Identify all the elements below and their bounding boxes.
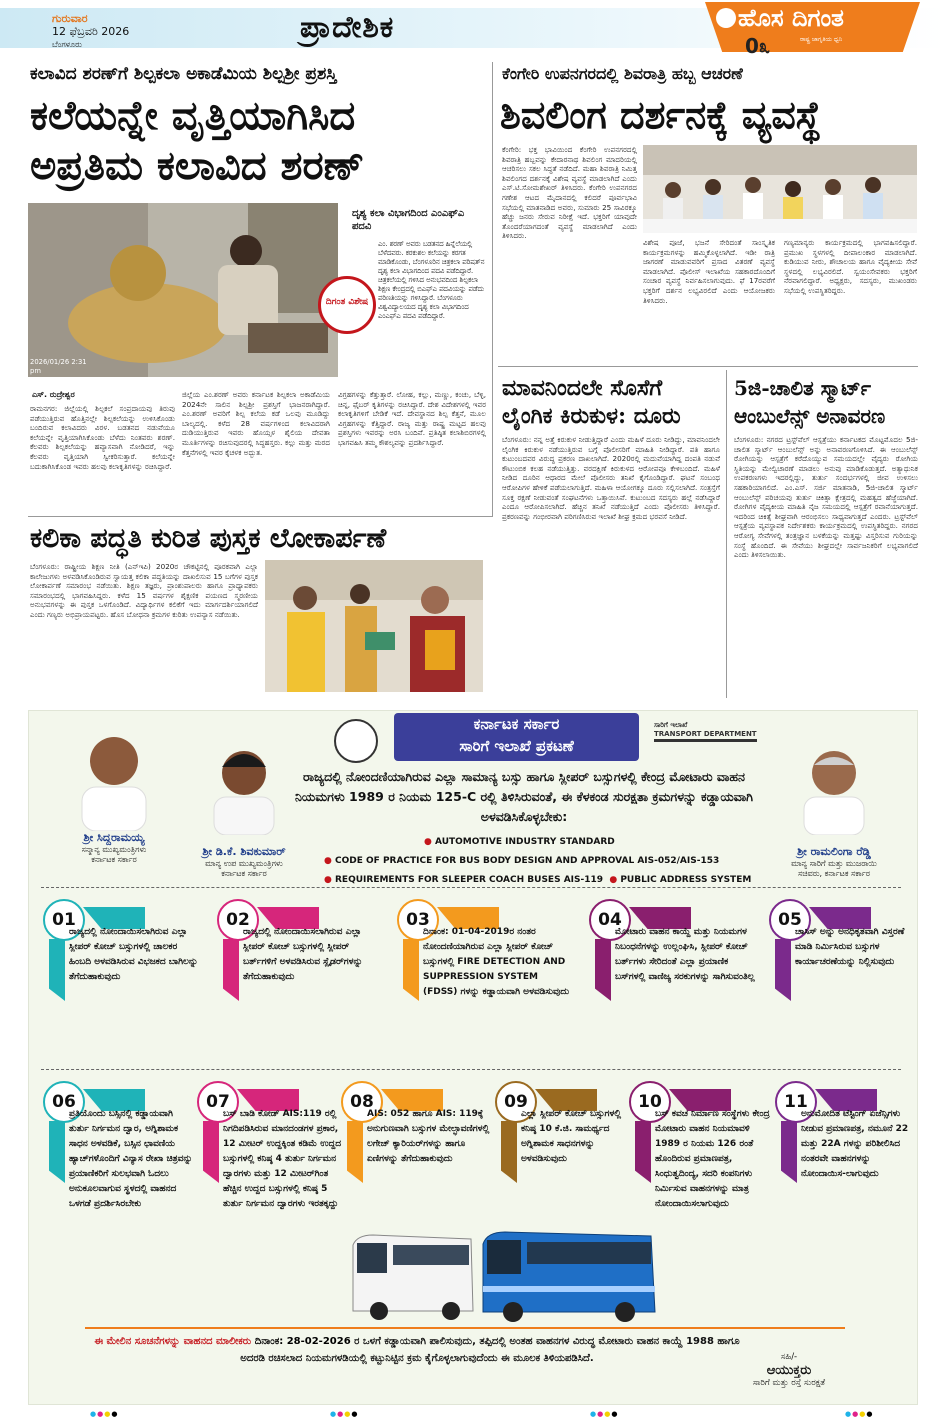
ad-standards-list bbox=[324, 833, 752, 890]
bullet-icon: ● bbox=[609, 875, 621, 885]
story4-body: ಬೆಂಗಳೂರು: ನಗರದ ಟ್ರಸ್ಟ್‌ವೆಲ್ ಆಸ್ಪತ್ರೆಯು ಕರ್ನಾಟಕದ ಮೊಟ್ಟಮೊದಲ 5ಜಿ-ಚಾಲಿತ ಸ್ಮಾರ್ಟ್ ಆಂಬುಲೆನ್ಸ್ ಅನ್ನು ಅನಾವರಣಗೊಳಿಸಿದೆ. ಈ ಆಂಬುಲೆನ್ಸ್ ರೋಗಿಯನ್ನು ಆಸ್ಪತ್ರೆಗೆ ಕರೆದೊಯ್ಯುವ ಸಮಯದಲ್ಲೇ ವೈದ್ಯರು ರೋಗಿಯ ಸ್ಥಿತಿಯನ್ನು ಮೇಲ್ವಿಚಾರಣೆ ಮಾಡಲು ಅನುವು ಮಾಡಿಕೊಡುತ್ತದೆ. ಅತ್ಯಾಧುನಿಕ ಉಪಕರಣಗಳು ಇದರಲ್ಲಿದ್ದು, ತುರ್ತು ಸಂದರ್ಭಗಳಲ್ಲಿ ಜೀವ ಉಳಿಸಲು ಸಹಕಾರಿಯಾಗಲಿದೆ. ಎಂ.ಎಸ್. ಸರ್ಜಿ ಮಾತನಾಡಿ, 5ಜಿ-ಚಾಲಿತ ಸ್ಮಾರ್ಟ್ ಆಂಬುಲೆನ್ಸ್ ಪರಿಚಯವು ತುರ್ತು ಚಿಕಿತ್ಸಾ ಕ್ಷೇತ್ರದಲ್ಲಿ ಮಹತ್ವದ ಹೆಜ್ಜೆಯಾಗಿದೆ. ರೋಗಿಗಳ ವೈದ್ಯಕೀಯ ಮಾಹಿತಿ ನೈಜ ಸಮಯದಲ್ಲಿ ಆಸ್ಪತ್ರೆಗೆ ರವಾನೆಯಾಗುತ್ತದೆ. ಇದರಿಂದ ಚಿಕಿತ್ಸೆ ಶೀಘ್ರವಾಗಿ ಆರಂಭಿಸಲು ಸಾಧ್ಯವಾಗುತ್ತದೆ ಎಂದರು. ಟ್ರಸ್ಟ್‌ವೆಲ್ ಆಸ್ಪತ್ರೆಯ ವ್ಯವಸ್ಥಾಪಕ ನಿರ್ದೇಶಕರು ಕಾರ್ಯಕ್ರಮದಲ್ಲಿ ಉಪಸ್ಥಿತರಿದ್ದರು. ನಗರದ ಆರೋಗ್ಯ ಸೇವೆಗಳಲ್ಲಿ ತಂತ್ರಜ್ಞಾನ ಬಳಕೆಯನ್ನು ಮತ್ತಷ್ಟು ವಿಸ್ತರಿಸುವ ಗುರಿಯನ್ನು ಸಂಸ್ಥೆ ಹೊಂದಿದೆ. ಈ ಸೇವೆಯು ಶೀಘ್ರದಲ್ಲೇ ಸಾರ್ವಜನಿಕರಿಗೆ ಲಭ್ಯವಾಗಲಿದೆ ಎಂದು ತಿಳಿಸಲಾಯಿತು. bbox=[734, 435, 918, 560]
print-registration-marks: ●●●● bbox=[330, 1410, 359, 1418]
leader-portrait bbox=[64, 721, 164, 831]
step-number: 06 bbox=[43, 1081, 85, 1123]
leader-role: ಮಾನ್ಯ ಸಾರಿಗೆ ಮತ್ತು ಮುಜರಾಯಿ bbox=[791, 859, 877, 868]
print-registration-marks: ●●●● bbox=[590, 1410, 619, 1418]
leader-role: ಸನ್ಮಾನ್ಯ ಮುಖ್ಯಮಂತ್ರಿಗಳು bbox=[81, 845, 147, 854]
story1-headline-line2: ಅಪ್ರತಿಮ ಕಲಾವಿದ ಶರಣ್ bbox=[30, 142, 365, 189]
ad-header-line2: ಸಾರಿಗೆ ಇಲಾಖೆ ಪ್ರಕಟಣೆ bbox=[459, 737, 574, 755]
transport-dept-kannada: ಸಾರಿಗೆ ಇಲಾಖೆ bbox=[654, 721, 688, 729]
step-text: AIS: 052 ಹಾಗೂ AIS: 119ಕ್ಕೆ ಅನುಗುಣವಾಗಿ ಬಸ್ಸುಗಳ ಮೇಲ್ಛಾವಣಿಗಳಲ್ಲಿ ಲಗೇಜ್ ಕ್ಯಾರಿಯರ್‌ಗಳನ್ನು ಹಾಗೂ ಏಣಿಗಳನ್ನು ತೆಗೆದುಹಾಕುವುದು bbox=[367, 1109, 490, 1164]
white-bus-illustration bbox=[347, 1231, 477, 1321]
standard-item: ● REQUIREMENTS FOR SLEEPER COACH BUSES AIS-119 ● PUBLIC ADDRESS SYSTEM bbox=[324, 875, 752, 885]
signatory-title: ಆಯುಕ್ತರು bbox=[766, 1363, 812, 1378]
story3-headline-line2: ಲೈಂಗಿಕ ಕಿರುಕುಳ: ದೂರು bbox=[502, 403, 681, 429]
print-registration-marks: ●●●● bbox=[845, 1410, 874, 1418]
meeting-photo bbox=[643, 145, 917, 233]
leader-name: ಶ್ರೀ ರಾಮಲಿಂಗಾ ರೆಡ್ಡಿ bbox=[797, 845, 871, 858]
step-text: ಎಲ್ಲಾ ಸ್ಲೀಪರ್ ಕೋಚ್ ಬಸ್ಸುಗಳಲ್ಲಿ ಕನಿಷ್ಠ 10 ಕೆ.ಜಿ. ಸಾಮರ್ಥ್ಯದ ಅಗ್ನಿಶಾಮಕ ಸಾಧನಗಳನ್ನು ಅಳವಡಿಸುವುದು bbox=[521, 1109, 622, 1164]
story5-body: ಬೆಂಗಳೂರು: ರಾಷ್ಟ್ರೀಯ ಶಿಕ್ಷಣ ನೀತಿ (ಎನ್‌ಇಪಿ) 2020ರ ಚೌಕಟ್ಟಿನಲ್ಲಿ ಪೂರಕವಾಗಿ ಎಲ್ಲಾ ಕಾಲೇಜುಗಳು ಅಳವಡಿಸಿಕೊಂಡಿರುವ ಸ್ವಾಯತ್ತ ಕಲಿಕಾ ಪದ್ಧತಿಯನ್ನು ದಾಖಲಿಸುವ 15 ಬಗೆಗಳ ಪುಸ್ತಕ ಲೋಕಾರ್ಪಣೆ ಸಮಾರಂಭ ನಡೆಯಿತು. ಶಿಕ್ಷಣ ತಜ್ಞರು, ಪ್ರಾಂಶುಪಾಲರು ಹಾಗೂ ಪ್ರಾಧ್ಯಾಪಕರು ಸಮಾರಂಭದಲ್ಲಿ ಭಾಗವಹಿಸಿದ್ದರು. ಕಳೆದ 15 ವರ್ಷಗಳ ಶೈಕ್ಷಣಿಕ ಪಯಣದ ಸ್ಮರಣೀಯ ಅನುಭವಗಳನ್ನು ಈ ಪುಸ್ತಕ ಒಳಗೊಂಡಿದೆ. ವಿದ್ಯಾರ್ಥಿಗಳ ಕಲಿಕೆಗೆ ಇದು ಮಾರ್ಗದರ್ಶಿಯಾಗಲಿದೆ ಎಂದು ಗಣ್ಯರು ಅಭಿಪ್ರಾಯಪಟ್ಟರು. ಹೊಸ ಬೋಧನಾ ಕ್ರಮಗಳ ಕುರಿತು ಉಪನ್ಯಾಸ ನಡೆಯಿತು. bbox=[30, 562, 258, 619]
step-number: 02 bbox=[217, 899, 259, 941]
standard-item: ● AUTOMOTIVE INDUSTRY STANDARD bbox=[424, 837, 615, 847]
step-spine bbox=[781, 1121, 797, 1183]
sun-logo-icon bbox=[716, 8, 736, 28]
step-number: 05 bbox=[769, 899, 811, 941]
step-number: 08 bbox=[341, 1081, 383, 1123]
story3-headline-line1: ಮಾವನಿಂದಲೇ ಸೊಸೆಗೆ bbox=[502, 375, 663, 401]
bullet-icon: ● bbox=[324, 856, 335, 866]
leader-role: ಮಾನ್ಯ ಉಪ ಮುಖ್ಯಮಂತ್ರಿಗಳು bbox=[205, 859, 283, 868]
ad-signature bbox=[719, 1351, 859, 1390]
ad-header bbox=[394, 713, 639, 761]
leader-name: ಶ್ರೀ ಡಿ.ಕೆ. ಶಿವಕುಮಾರ್ bbox=[202, 845, 286, 858]
step-text: ರಾಜ್ಯದಲ್ಲಿ ನೋಂದಾಯಿಸಲಾಗಿರುವ ಎಲ್ಲಾ ಸ್ಲೀಪರ್ ಕೋಚ್ ಬಸ್ಸುಗಳಲ್ಲಿ ಸ್ಲೀಪರ್ ಬರ್ತ್‌ಗಳಿಗೆ ಅಳವಡಿಸಿರುವ ಸ್ಲೈಡರ್‌ಗಳನ್ನು ತೆಗೆದುಹಾಕುವುದು bbox=[243, 927, 363, 982]
deadline-date: ದಿನಾಂಕ: 28-02-2026 bbox=[254, 1336, 351, 1347]
masthead bbox=[0, 0, 945, 60]
leader-role: ಕರ್ನಾಟಕ ಸರ್ಕಾರ bbox=[221, 869, 267, 878]
transport-dept-logo bbox=[654, 721, 757, 742]
digantha-special-badge bbox=[318, 276, 376, 334]
step-text: ಬಸ್ ಕವಚ ನಿರ್ಮಾಣ ಸಂಸ್ಥೆಗಳು ಕೇಂದ್ರ ಮೋಟಾರು ವಾಹನ ನಿಯಮಾವಳಿ 1989 ರ ನಿಯಮ 126 ರಂತೆ ಹೊಂದಿರುವ ಪ್ರಮಾಣಪತ್ರ, ಸಿಂಧುತ್ವದಿಂದ್ಯ, ಸದರಿ ಕಂಪನಿಗಳು ನಿರ್ಮಿಸುವ ವಾಹನಗಳನ್ನು ಮಾತ್ರ ನೋಂದಾಯಿಸಲಾಗುವುದು bbox=[655, 1109, 770, 1209]
column-divider bbox=[726, 370, 727, 698]
story1-box-title: ದೃಶ್ಯ ಕಲಾ ವಿಭಾಗದಿಂದ ಎಂಎಫ್‌ಎ ಪದವಿ bbox=[352, 208, 465, 232]
step-text: ಪ್ರತಿಯೊಂದು ಬಸ್ಸಿನಲ್ಲಿ ಕಡ್ಡಾಯವಾಗಿ ತುರ್ತು ನಿರ್ಗಮನ ದ್ವಾರ, ಅಗ್ನಿಶಾಮಕ ಸಾಧನ ಅಳವಡಿಕೆ, ಬಸ್ಸಿನ ಛಾವಣಿಯ ಹ್ಯಾಚ್‌ಗಳೊಂದಿಗೆ ವಿನ್ಯಾಸ ರೇಖಾ ಚಿತ್ರವನ್ನು ಪ್ರಯಾಣಿಕರಿಗೆ ಸುಲಭವಾಗಿ ಓದಲು ಅನುಕೂಲವಾಗುವ ಸ್ಥಳದಲ್ಲಿ ವಾಹನದ ಒಳಗಡೆ ಪ್ರದರ್ಶಿಸಿರಬೇಕು bbox=[69, 1109, 193, 1209]
step-text: ದಿನಾಂಕ: 01-04-2019ರ ನಂತರ ನೋಂದಣಿಯಾಗಿರುವ ಎಲ್ಲಾ ಸ್ಲೀಪರ್ ಕೋಚ್ ಬಸ್ಸುಗಳಲ್ಲಿ FIRE DETECTION AND SUPPRESSION SYSTEM (FDSS) ಗಳನ್ನು ಕಡ್ಡಾಯವಾಗಿ ಅಳವಡಿಸುವುದು bbox=[423, 927, 570, 997]
horizontal-rule bbox=[498, 366, 918, 367]
section-title: ಪ್ರಾದೇಶಿಕ bbox=[300, 10, 395, 45]
step-number: 09 bbox=[495, 1081, 537, 1123]
step-text: ಅನುಮೋದಿತ ಟೆಸ್ಟಿಂಗ್ ಏಜೆನ್ಸಿಗಳು ನೀಡುವ ಪ್ರಮಾಣಪತ್ರ, ನಮೂನೆ 22 ಮತ್ತು 22A ಗಳನ್ನು ಪರಿಶೀಲಿಸಿದ ನಂತರವೇ ವಾಹನಗಳನ್ನು ನೋಂದಾಯಿಸ-ಲಾಗುವುದು bbox=[801, 1109, 909, 1179]
horizontal-rule bbox=[28, 516, 492, 517]
step-text: ಬಸ್ ಬಾಡಿ ಕೋಡ್ AIS:119 ರಲ್ಲಿ ನಿಗದಿಪಡಿಸಿರುವ ಮಾನದಂಡಗಳ ಪ್ರಕಾರ, 12 ಮೀಟರ್ ಉದ್ದಕ್ಕಿಂತ ಕಡಿಮೆ ಉದ್ದದ ಬಸ್ಸುಗಳಲ್ಲಿ ಕನಿಷ್ಠ 4 ತುರ್ತು ನಿರ್ಗಮನ ದ್ವಾರಗಳು ಮತ್ತು 12 ಮೀಟರ್‌ಗಿಂತ ಹೆಚ್ಚಿನ ಉದ್ದದ ಬಸ್ಸುಗಳಲ್ಲಿ ಕನಿಷ್ಠ 5 ತುರ್ತು ನಿರ್ಗಮನ ದ್ವಾರಗಳು ಇರತಕ್ಕದ್ದು bbox=[223, 1109, 342, 1209]
dashed-divider bbox=[41, 1069, 901, 1070]
step-number: 10 bbox=[629, 1081, 671, 1123]
bullet-icon: ● bbox=[324, 875, 335, 885]
story2-column-1: ಕೆಂಗೇರಿ: ಭಕ್ತ ಭಾವಿಯಿಂದ ಕೆಂಗೇರಿ ಉಪನಗರದಲ್ಲಿ ಶಿವರಾತ್ರಿ ಹಬ್ಬವನ್ನು ಕೇದಾರನಾಥ ಶಿವಲಿಂಗ ಮಾದರಿಯಲ್ಲಿ ಆಚರಿಸಲು ಸಕಲ ಸಿದ್ಧತೆ ನಡೆದಿದೆ. ಮಹಾ ಶಿವರಾತ್ರಿ ನಿಮಿತ್ತ ಶಿವಲಿಂಗದ ದರ್ಶನಕ್ಕೆ ವಿಶೇಷ ವ್ಯವಸ್ಥೆ ಮಾಡಲಾಗಿದೆ ಎಂದು ಎಸ್.ಟಿ.ಸೋಮಶೇಖರ್ ತಿಳಿಸಿದರು. ಕೆಂಗೇರಿ ಉಪನಗರದ ಗಣೇಶ ಆಟದ ಮೈದಾನದಲ್ಲಿ ಕಲಿದರೆ ಪೂರ್ವಭಾವಿ ಸಭೆಯಲ್ಲಿ ಮಾತನಾಡಿದ ಅವರು, ಸುಮಾರು 25 ಸಾವಿರಕ್ಕೂ ಹೆಚ್ಚು ಜನರು ಸೇರುವ ನಿರೀಕ್ಷೆ ಇದೆ. ಭಕ್ತರಿಗೆ ಯಾವುದೇ ತೊಂದರೆಯಾಗದಂತೆ ವ್ಯವಸ್ಥೆ ಮಾಡಲಾಗಿದೆ ಎಂದು ತಿಳಿಸಿದರು. bbox=[502, 145, 637, 241]
step-number: 07 bbox=[197, 1081, 239, 1123]
story2-kicker: ಕೆಂಗೇರಿ ಉಪನಗರದಲ್ಲಿ ಶಿವರಾತ್ರಿ ಹಬ್ಬ ಆಚರಣೆ bbox=[502, 64, 743, 83]
leader-portrait bbox=[784, 735, 884, 845]
bullet-icon: ● bbox=[424, 837, 435, 847]
step-spine bbox=[501, 1121, 517, 1183]
step-spine bbox=[775, 939, 791, 1001]
leader-card bbox=[764, 735, 904, 879]
step-text: ಮೋಟಾರು ವಾಹನ ಕಾಯ್ದೆ ಮತ್ತು ನಿಯಮಗಳ ನಿಬಂಧನೆಗಳನ್ನು ಉಲ್ಲಂಘಿಸಿ, ಸ್ಲೀಪರ್ ಕೋಚ್ ಬರ್ತ್‌ಗಳು ಸೇರಿದಂತೆ ಎಲ್ಲಾ ಪ್ರಯಾಣಿಕ ಬಸ್‌ಗಳಲ್ಲಿ ವಾಣಿಜ್ಯ ಸರಕುಗಳನ್ನು ಸಾಗಿಸುವಂತಿಲ್ಲ bbox=[615, 927, 755, 982]
ad-header-line1: ಕರ್ನಾಟಕ ಸರ್ಕಾರ bbox=[473, 715, 560, 733]
leader-portrait bbox=[194, 735, 294, 845]
karnataka-govt-seal-icon bbox=[334, 719, 378, 763]
photo-timestamp: 2026/01/26 2:31 pm bbox=[30, 358, 87, 375]
story4-headline-line2: ಆಂಬುಲೆನ್ಸ್ ಅನಾವರಣ bbox=[734, 404, 886, 428]
blue-bus-illustration bbox=[479, 1226, 659, 1326]
leader-role: ಕರ್ನಾಟಕ ಸರ್ಕಾರ bbox=[91, 855, 137, 864]
step-spine bbox=[595, 939, 611, 1001]
signature-mark: ಸಹಿ/- bbox=[780, 1352, 798, 1362]
story1-column-1: ರಾಮನಗರ: ಜಿಲ್ಲೆಯಲ್ಲಿ ಶಿಲ್ಪಕಲೆ ಸಂಪ್ರದಾಯವು ತಿರುವು ಪಡೆಯುತ್ತಿರುವ ಹೊತ್ತಿನಲ್ಲೇ ಶಿಲ್ಪಕಲೆಯನ್ನು ಉಳಿಸಿಕೊಂಡು ಬಂದಿರುವ ಕಲಾವಿದರು ವಿರಳ. ಬಡತನದ ನಡುವೆಯೂ ಕಲೆಯನ್ನೇ ವೃತ್ತಿಯಾಗಿಸಿಕೊಂಡು ಬೆಳೆದು ನಿಂತವರು ಶರಣ್. ಕೆಲವರು ಶಿಲ್ಪಕಲೆಯನ್ನು ಹವ್ಯಾಸವಾಗಿ ನೋಡಿದರೆ, ಇನ್ನು ಕೆಲವರು ವೃತ್ತಿಯಾಗಿ ಸ್ವೀಕರಿಸುತ್ತಾರೆ. ಕಲೆಯನ್ನೇ ಬದುಕಾಗಿಸಿಕೊಂಡ ಇವರು ಹಲವು ಕಲಾಕೃತಿಗಳನ್ನು ರಚಿಸಿದ್ದಾರೆ. bbox=[30, 404, 175, 471]
step-text: ಚಾಸಿಸ್ ಅನ್ನು ಅನಧಿಕೃತವಾಗಿ ವಿಸ್ತರಣೆ ಮಾಡಿ ನಿರ್ಮಿಸಿರುವ ಬಸ್ಸುಗಳ ಕಾರ್ಯಾಚರಣೆಯನ್ನು ನಿಲ್ಲಿಸುವುದು bbox=[795, 927, 905, 967]
book-release-photo bbox=[265, 560, 483, 692]
paper-tagline: ರಾಷ್ಟ್ರ ಜಾಗೃತಿಯ ಧ್ವನಿ bbox=[800, 36, 843, 43]
story1-kicker: ಕಲಾವಿದ ಶರಣ್‌ಗೆ ಶಿಲ್ಪಕಲಾ ಅಕಾಡೆಮಿಯ ಶಿಲ್ಪಶ್ರೀ ಪ್ರಶಸ್ತಿ bbox=[30, 64, 337, 84]
column-divider bbox=[492, 62, 493, 517]
story4-headline-line1: 5ಜಿ-ಚಾಲಿತ ಸ್ಮಾರ್ಟ್ bbox=[734, 376, 872, 400]
step-spine bbox=[49, 1121, 65, 1183]
dashed-divider bbox=[41, 887, 901, 888]
story1-headline-line1: ಕಲೆಯನ್ನೇ ವೃತ್ತಿಯಾಗಿಸಿದ bbox=[30, 92, 356, 139]
leader-name: ಶ್ರೀ ಸಿದ್ದರಾಮಯ್ಯ bbox=[83, 831, 145, 844]
step-spine bbox=[347, 1121, 363, 1183]
story1-box-text: ಎಂ. ಶರಣ್ ಅವರು ಬಡತನದ ಹಿನ್ನೆಲೆಯಲ್ಲಿ ಬೆಳೆದವರು. ಕರಕುಶಲ ಕಲೆಯನ್ನು ಕರಗತ ಮಾಡಿಕೊಂಡು, ಬೆಂಗಳೂರಿನ ಚಿತ್ರಕಲಾ ಪರಿಷತ್‌ನ ದೃಶ್ಯ ಕಲಾ ವಿಭಾಗದಿಂದ ಪದವಿ ಪಡೆದಿದ್ದಾರೆ. ಚಿತ್ರಕಲೆಯಲ್ಲಿ ಗಳಿಸಿದ ಅನುಭವದಿಂದ ಶಿಲ್ಪಕಲಾ ಶಿಕ್ಷಣ ಕೇಂದ್ರದಲ್ಲಿ ಬಿಎಫ್‌ಎ ಪದವಿಯನ್ನು ಪಡೆದು ಪರಿಣತಿಯನ್ನು ಗಳಿಸಿದ್ದಾರೆ. ಬೆಂಗಳೂರು ವಿಶ್ವವಿದ್ಯಾಲಯದ ದೃಶ್ಯ ಕಲಾ ವಿಭಾಗದಿಂದ ಎಂಎಫ್‌ಎ ಪದವಿ ಪಡೆದಿದ್ದಾರೆ. bbox=[378, 240, 485, 320]
footer-rule bbox=[85, 1327, 845, 1329]
step-number: 04 bbox=[589, 899, 631, 941]
print-registration-marks: ●●●● bbox=[90, 1410, 119, 1418]
badge-label: ದಿಗಂತ ವಿಶೇಷ bbox=[325, 297, 369, 307]
masthead-date-block bbox=[52, 12, 129, 51]
ad-footer-notice: ಈ ಮೇಲಿನ ಸೂಚನೆಗಳನ್ನು ವಾಹನದ ಮಾಲೀಕರು ದಿನಾಂಕ: 28-02-2026 ರ ಒಳಗೆ ಕಡ್ಡಾಯವಾಗಿ ಪಾಲಿಸುವುದು, ತಪ್ಪಿದಲ್ಲಿ ಅಂತಹ ವಾಹನಗಳ ವಿರುದ್ಧ ಮೋಟಾರು ವಾಹನ ಕಾಯ್ದೆ 1988 ಹಾಗೂ ಅದರಡಿ ರಚಿಸಲಾದ ನಿಯಮಗಳಡಿಯಲ್ಲಿ ಕಟ್ಟುನಿಟ್ಟಿನ ಕ್ರಮ ಕೈಗೊಳ್ಳಲಾಗುವುದೆಂದು ಈ ಮೂಲಕ ತಿಳಿಯಪಡಿಸಿದೆ. bbox=[94, 1336, 740, 1364]
step-number: 01 bbox=[43, 899, 85, 941]
story5-headline: ಕಲಿಕಾ ಪದ್ಧತಿ ಕುರಿತ ಪುಸ್ತಕ ಲೋಕಾರ್ಪಣೆ bbox=[30, 523, 387, 554]
story1-column-2: ಜಿಲ್ಲೆಯ ಎಂ.ಶರಣ್ ಅವರು ಕರ್ನಾಟಕ ಶಿಲ್ಪಕಲಾ ಅಕಾಡೆಮಿಯ 2024ನೇ ಸಾಲಿನ ಶಿಲ್ಪಶ್ರೀ ಪ್ರಶಸ್ತಿಗೆ ಭಾಜನರಾಗಿದ್ದಾರೆ. ಎಂ.ಶರಣ್ ಅವರಿಗೆ ಶಿಲ್ಪ ಕಲೆಯ ಕಡೆ ಒಲವು ಮೂಡಿದ್ದು ಬಾಲ್ಯದಲ್ಲಿ. ಕಳೆದ 28 ವರ್ಷಗಳಿಂದ ಕಲಾವಿದರಾಗಿ ದುಡಿಯುತ್ತಿರುವ ಇವರು ಹೊಯ್ಸಳ ಶೈಲಿಯ ದೇವತಾ ಮೂರ್ತಿಗಳನ್ನು ರಚಿಸುವುದರಲ್ಲಿ ಸಿದ್ಧಹಸ್ತರು. ಕಲ್ಲು ಮತ್ತು ಮರದ ಕೆತ್ತನೆಗಳಲ್ಲಿ ಇವರ ಕೈಚಳಕ ಅದ್ಭುತ. bbox=[182, 390, 330, 457]
transport-dept-advertisement bbox=[28, 710, 918, 1405]
step-spine bbox=[635, 1121, 651, 1183]
step-number: 03 bbox=[397, 899, 439, 941]
city: ಬೆಂಗಳೂರು bbox=[52, 40, 82, 49]
page-number: 0೩ bbox=[745, 34, 771, 58]
story3-body: ಬೆಂಗಳೂರು: ನನ್ನ ಅತ್ತೆ ಕಿರುಕುಳ ನೀಡುತ್ತಿದ್ದಾರೆ ಎಂದು ಮಹಿಳೆ ದೂರು ನೀಡಿದ್ದು, ಮಾವನಿಂದಲೇ ಲೈಂಗಿಕ ಕಿರುಕುಳ ನಡೆಯುತ್ತಿರುವ ಬಗ್ಗೆ ಪೊಲೀಸರಿಗೆ ಮಾಹಿತಿ ನೀಡಿದ್ದಾರೆ. ಪತಿ ಹಾಗೂ ಕುಟುಂಬದವರ ವಿರುದ್ಧ ಪ್ರಕರಣ ದಾಖಲಾಗಿದೆ. 2020ರಲ್ಲಿ ಮದುವೆಯಾಗಿದ್ದ ದಂಪತಿ ನಡುವೆ ಕೌಟುಂಬಿಕ ಕಲಹ ನಡೆಯುತ್ತಿತ್ತು. ವರದಕ್ಷಿಣೆ ಕಿರುಕುಳದ ಆರೋಪವೂ ಕೇಳಿಬಂದಿದೆ. ಮಹಿಳೆ ನೀಡಿದ ದೂರಿನ ಆಧಾರದ ಮೇಲೆ ಪೊಲೀಸರು ತನಿಖೆ ಕೈಗೊಂಡಿದ್ದಾರೆ. ಘಟನೆ ಸಂಬಂಧ ಆರೋಪಿಗಳ ಹೇಳಿಕೆ ಪಡೆಯಲಾಗುತ್ತಿದೆ. ಮಹಿಳಾ ಆಯೋಗಕ್ಕೂ ದೂರು ಸಲ್ಲಿಸಲಾಗಿದೆ. ಸಂತ್ರಸ್ತೆಗೆ ಸೂಕ್ತ ರಕ್ಷಣೆ ನೀಡುವಂತೆ ಸಂಘಟನೆಗಳು ಒತ್ತಾಯಿಸಿವೆ. ಕುಟುಂಬದ ಸದಸ್ಯರು ಹಲ್ಲೆ ನಡೆಸಿದ್ದಾರೆ ಎಂದೂ ಆರೋಪಿಸಲಾಗಿದೆ. ಹೆಚ್ಚಿನ ತನಿಖೆ ನಡೆಯುತ್ತಿದೆ ಎಂದು ಪೊಲೀಸರು ತಿಳಿಸಿದ್ದಾರೆ. ಪ್ರಕರಣವನ್ನು ಗಂಭೀರವಾಗಿ ಪರಿಗಣಿಸಿರುವ ಇಲಾಖೆ ಶೀಘ್ರ ಕ್ರಮದ ಭರವಸೆ ನೀಡಿದೆ. bbox=[502, 435, 720, 521]
leader-role: ಸಚಿವರು, ಕರ್ನಾಟಕ ಸರ್ಕಾರ bbox=[797, 869, 871, 878]
transport-dept-english: TRANSPORT DEPARTMENT bbox=[654, 730, 757, 742]
step-text: ರಾಜ್ಯದಲ್ಲಿ ನೋಂದಾಯಿಸಲಾಗಿರುವ ಎಲ್ಲಾ ಸ್ಲೀಪರ್ ಕೋಚ್ ಬಸ್ಸುಗಳಲ್ಲಿ ಚಾಲಕರ ಹಿಂಬದಿ ಅಳವಡಿಸಿರುವ ವಿಭಜಕದ ಬಾಗಿಲನ್ನು ತೆಗೆದುಹಾಕುವುದು bbox=[69, 927, 198, 982]
leader-card bbox=[49, 721, 179, 865]
step-spine bbox=[403, 939, 419, 1001]
story1-column-3: ವಿಗ್ರಹಗಳನ್ನು ಕೆತ್ತುತ್ತಾರೆ. ಲೋಹ, ಕಲ್ಲು, ಮಣ್ಣು, ಕಂಚು, ಬೆಳ್ಳಿ, ಚಿನ್ನ, ಫೈಬರ್ ಕೃತಿಗಳನ್ನು ರಚಿಸಿದ್ದಾರೆ. ದೇಶ ವಿದೇಶಗಳಲ್ಲಿ ಇವರ ಕಲಾಕೃತಿಗಳಿಗೆ ಬೇಡಿಕೆ ಇದೆ. ದೇವಸ್ಥಾನದ ಶಿಲ್ಪ ಕೆತ್ತನೆ, ಮೂಲ ವಿಗ್ರಹಗಳನ್ನು ಕೆತ್ತಿದ್ದಾರೆ. ರಾಜ್ಯ ಮತ್ತು ರಾಷ್ಟ್ರ ಮಟ್ಟದ ಹಲವು ಪ್ರಶಸ್ತಿಗಳು ಇವರನ್ನು ಅರಸಿ ಬಂದಿವೆ. ಪ್ರತಿಷ್ಠಿತ ಕಲಾಶಿಬಿರಗಳಲ್ಲಿ ಭಾಗವಹಿಸಿ ತಮ್ಮ ಕೌಶಲ್ಯವನ್ನು ಪ್ರದರ್ಶಿಸಿದ್ದಾರೆ. bbox=[338, 390, 486, 447]
ad-intro: ರಾಜ್ಯದಲ್ಲಿ ನೋಂದಣಿಯಾಗಿರುವ ಎಲ್ಲಾ ಸಾಮಾನ್ಯ ಬಸ್ಸು ಹಾಗೂ ಸ್ಲೀಪರ್ ಬಸ್ಸುಗಳಲ್ಲಿ ಕೇಂದ್ರ ಮೋಟಾರು ವಾಹನ ನಿಯಮಗಳು 1989 ರ ನಿಯಮ 125-C ರಲ್ಲಿ ತಿಳಿಸಿರುವಂತೆ, ಈ ಕೆಳಕಂಡ ಸುರಕ್ಷತಾ ಕ್ರಮಗಳನ್ನು ಕಡ್ಡಾಯವಾಗಿ ಅಳವಡಿಸಿಕೊಳ್ಳಬೇಕು: bbox=[294, 769, 754, 824]
step-spine bbox=[203, 1121, 219, 1183]
sculptor-photo bbox=[28, 203, 338, 377]
paper-name: ಹೊಸ ದಿಗಂತ bbox=[738, 4, 844, 32]
step-number: 11 bbox=[775, 1081, 817, 1123]
signatory-dept: ಸಾರಿಗೆ ಮತ್ತು ರಸ್ತೆ ಸುರಕ್ಷತೆ bbox=[752, 1378, 826, 1388]
date: 12 ಫೆಬ್ರವರಿ 2026 bbox=[52, 25, 130, 38]
step-spine bbox=[223, 939, 239, 1001]
story2-column-2: ವಿಶೇಷ ಪೂಜೆ, ಭಜನೆ ಸೇರಿದಂತೆ ಸಾಂಸ್ಕೃತಿಕ ಕಾರ್ಯಕ್ರಮಗಳನ್ನು ಹಮ್ಮಿಕೊಳ್ಳಲಾಗಿದೆ. ಇಡೀ ರಾತ್ರಿ ಜಾಗರಣೆ ಮಾಡುವವರಿಗೆ ಪ್ರಸಾದ ವಿತರಣೆ ವ್ಯವಸ್ಥೆ ಮಾಡಲಾಗಿದೆ. ಪೊಲೀಸ್ ಇಲಾಖೆಯ ಸಹಕಾರದೊಂದಿಗೆ ಸಂಚಾರ ವ್ಯವಸ್ಥೆ ನಿರ್ವಹಿಸಲಾಗುವುದು. ಫೆ 17ರವರೆಗೆ ಭಕ್ತರಿಗೆ ದರ್ಶನ ಲಭ್ಯವಿರಲಿದೆ ಎಂದು ಆಯೋಜಕರು ತಿಳಿಸಿದರು. bbox=[643, 238, 775, 305]
story1-byline: ಎಸ್. ರುದ್ರೇಶ್ವರ bbox=[32, 390, 75, 399]
story2-headline: ಶಿವಲಿಂಗ ದರ್ಶನಕ್ಕೆ ವ್ಯವಸ್ಥೆ bbox=[500, 92, 822, 137]
standard-item: ● CODE OF PRACTICE FOR BUS BODY DESIGN AND APPROVAL AIS-052/AIS-153 bbox=[324, 856, 720, 866]
story2-column-3: ಗಣ್ಯಮಾನ್ಯರು ಕಾರ್ಯಕ್ರಮದಲ್ಲಿ ಭಾಗವಹಿಸಲಿದ್ದಾರೆ. ಪ್ರಮುಖ ಸ್ಥಳಗಳಲ್ಲಿ ದೀಪಾಲಂಕಾರ ಮಾಡಲಾಗಿದೆ. ಕುಡಿಯುವ ನೀರು, ಶೌಚಾಲಯ ಹಾಗೂ ವೈದ್ಯಕೀಯ ಸೇವೆ ಸ್ಥಳದಲ್ಲಿ ಲಭ್ಯವಿರಲಿದೆ. ಸ್ವಯಂಸೇವಕರು ಭಕ್ತರಿಗೆ ನೆರವಾಗಲಿದ್ದಾರೆ. ಅಧ್ಯಕ್ಷರು, ಸದಸ್ಯರು, ಮುಖಂಡರು ಸಭೆಯಲ್ಲಿ ಉಪಸ್ಥಿತರಿದ್ದರು. bbox=[784, 238, 917, 295]
day: ಗುರುವಾರ bbox=[52, 12, 88, 25]
step-spine bbox=[49, 939, 65, 1001]
